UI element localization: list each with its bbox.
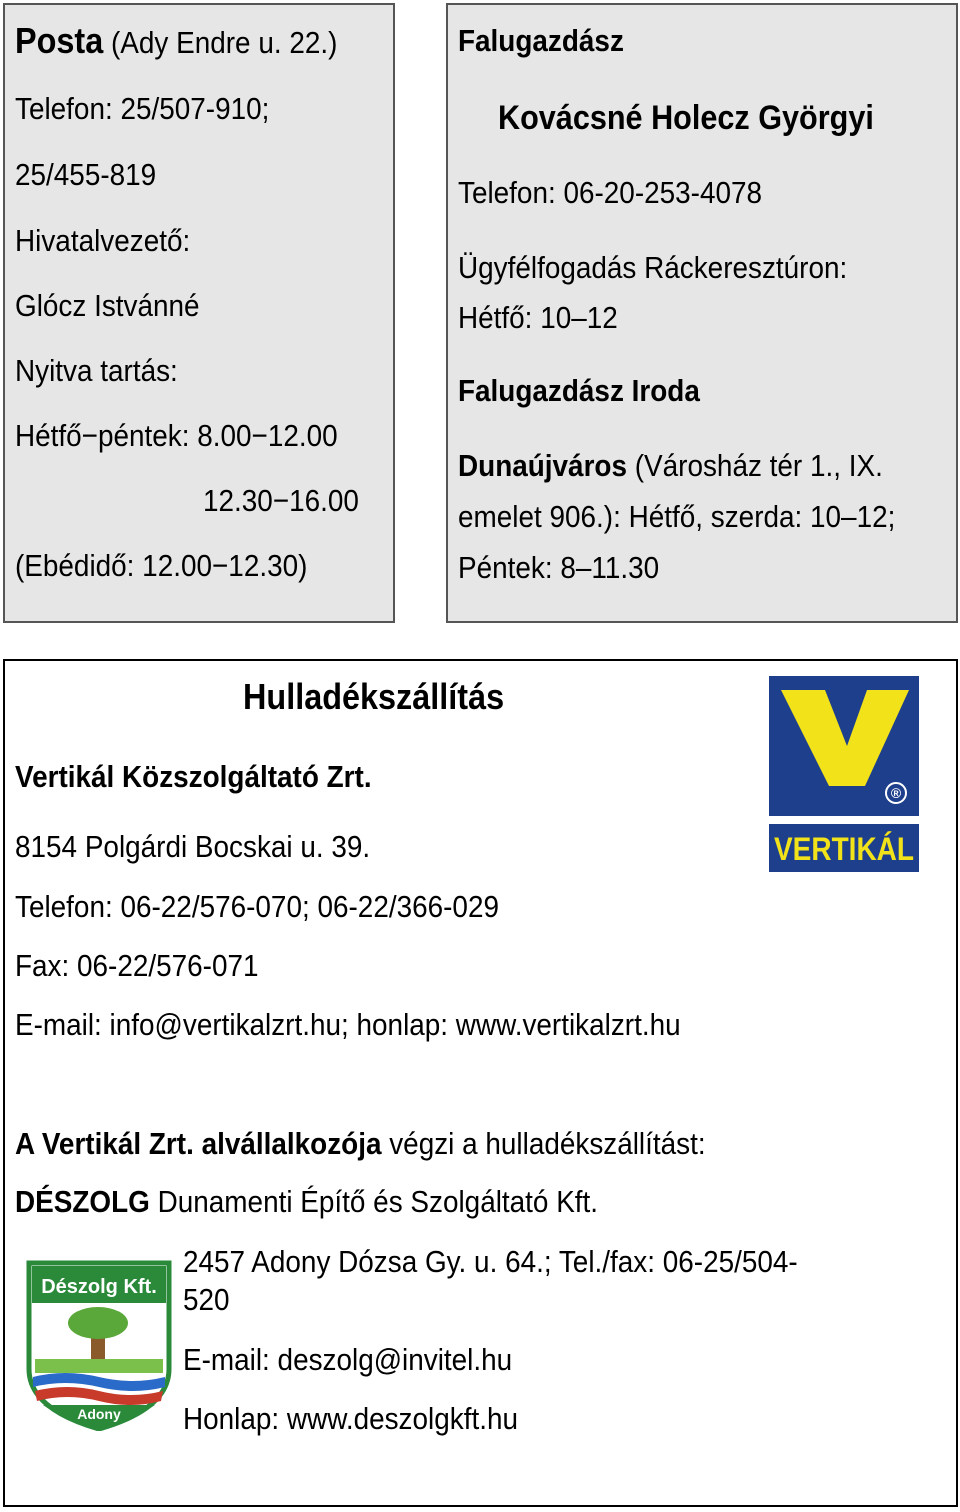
posta-lunch: (Ebédidő: 12.00−12.30) — [15, 548, 308, 583]
deszolg-logo-graphic — [25, 1259, 173, 1431]
waste-sub-address1: 2457 Adony Dózsa Gy. u. 64.; Tel./fax: 06-25/504- — [183, 1244, 798, 1279]
vertikal-logo-text: VERTIKÁL — [774, 831, 914, 867]
waste-box — [3, 659, 958, 1507]
falugazdasz-office-line1 — [458, 448, 883, 484]
posta-hours-label: Nyitva tartás: — [15, 353, 178, 388]
waste-email: E-mail: info@vertikalzrt.hu; honlap: www.vertikalzrt.hu — [15, 1007, 681, 1042]
falugazdasz-office-addr3: Péntek: 8–11.30 — [458, 550, 660, 585]
vertikal-logo-graphic — [769, 676, 919, 874]
waste-sub-email: E-mail: deszolg@invitel.hu — [183, 1342, 513, 1377]
falugazdasz-phone: Telefon: 06-20-253-4078 — [458, 175, 763, 210]
falugazdasz-reception-label: Ügyfélfogadás Ráckeresztúron: — [458, 250, 848, 285]
waste-sub-b: végzi a hulladékszállítást: — [381, 1126, 706, 1161]
posta-box — [3, 3, 395, 623]
waste-phone: Telefon: 06-22/576-070; 06-22/366-029 — [15, 889, 499, 924]
waste-sub-web: Honlap: www.deszolgkft.hu — [183, 1401, 518, 1436]
falugazdasz-title: Falugazdász — [458, 23, 624, 58]
posta-manager-label: Hivatalvezető: — [15, 223, 191, 258]
falugazdasz-box — [446, 3, 958, 623]
posta-manager-name: Glócz Istvánné — [15, 288, 200, 323]
falugazdasz-office-title: Falugazdász Iroda — [458, 373, 700, 408]
waste-fax: Fax: 06-22/576-071 — [15, 948, 259, 983]
waste-subcontractor-line — [15, 1126, 706, 1162]
waste-sub-company-bold: DÉSZOLG — [15, 1184, 150, 1219]
waste-sub-company-rest: Dunamenti Építő és Szolgáltató Kft. — [149, 1184, 599, 1219]
waste-sub-a: A Vertikál Zrt. alvállalkozója — [15, 1126, 382, 1161]
posta-phone2: 25/455-819 — [15, 157, 157, 192]
posta-title: Posta — [15, 20, 104, 61]
waste-address: 8154 Polgárdi Bocskai u. 39. — [15, 829, 371, 864]
deszolg-logo-text: Dészolg Kft. — [41, 1276, 157, 1298]
waste-company: Vertikál Közszolgáltató Zrt. — [15, 759, 372, 794]
vertikal-logo-reg: ® — [890, 785, 902, 801]
deszolg-logo — [25, 1259, 173, 1431]
posta-phone1: Telefon: 25/507-910; — [15, 91, 270, 126]
vertikal-logo — [769, 676, 919, 874]
posta-title-line — [15, 20, 338, 61]
falugazdasz-office-addr1: (Városház tér 1., IX. — [627, 448, 883, 483]
posta-address: (Ady Endre u. 22.) — [103, 25, 338, 60]
waste-title: Hulladékszállítás — [243, 676, 505, 717]
falugazdasz-office-city: Dunaújváros — [458, 448, 628, 483]
waste-sub-address2: 520 — [183, 1282, 230, 1317]
falugazdasz-reception-hours: Hétfő: 10–12 — [458, 300, 618, 335]
posta-hours2: 12.30−16.00 — [203, 483, 359, 518]
deszolg-logo-bottom: Adony — [77, 1406, 121, 1422]
waste-sub-company-line — [15, 1184, 598, 1220]
falugazdasz-name: Kovácsné Holecz Györgyi — [498, 99, 874, 137]
falugazdasz-office-addr2: emelet 906.): Hétfő, szerda: 10–12; — [458, 499, 896, 534]
posta-hours1: Hétfő−péntek: 8.00−12.00 — [15, 418, 338, 453]
